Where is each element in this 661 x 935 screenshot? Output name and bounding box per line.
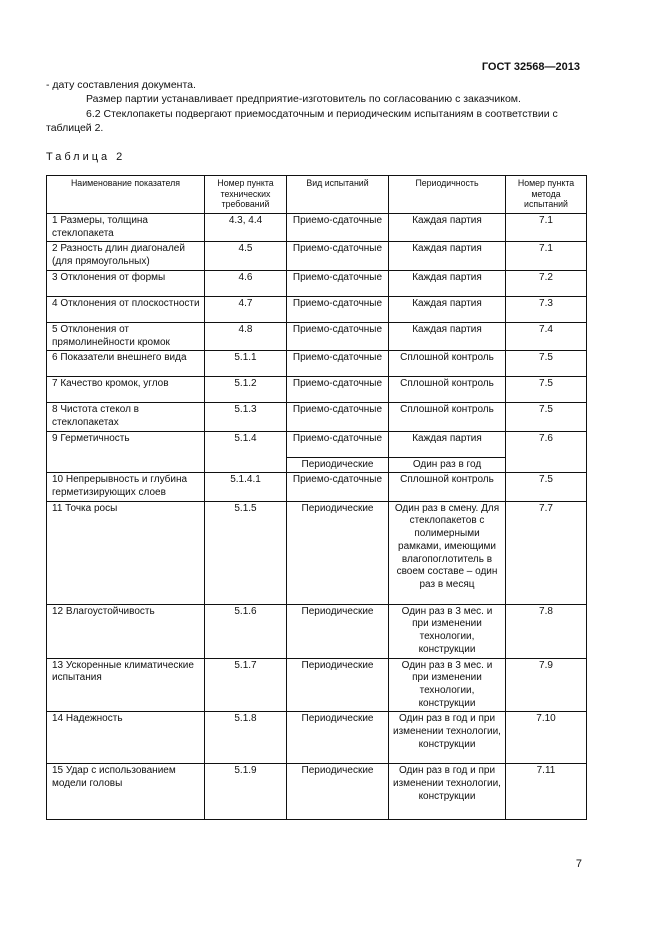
table-row — [47, 501, 587, 604]
cell-clause: 4.6 — [205, 270, 287, 296]
tests-table — [46, 175, 587, 820]
cell-clause: 5.1.1 — [205, 351, 287, 377]
cell-clause: 4.5 — [205, 242, 287, 270]
cell-clause: 5.1.9 — [205, 764, 287, 820]
cell-frequency: Один раз в 3 мес. и при изменении технологии, конструкции — [389, 604, 506, 658]
cell-name: 1 Размеры, толщина стеклопакета — [47, 214, 205, 242]
cell-type: Периодические — [287, 658, 389, 712]
cell-frequency-periodic: Один раз в год — [389, 457, 506, 473]
cell-frequency: Сплошной контроль — [389, 351, 506, 377]
cell-frequency: Каждая партия — [389, 431, 506, 457]
table-row — [47, 351, 587, 377]
cell-type: Приемо-сдаточные — [287, 322, 389, 350]
header-method: Номер пункта метода испытаний — [506, 176, 587, 214]
header-test-type: Вид испытаний — [287, 176, 389, 214]
cell-method: 7.9 — [506, 658, 587, 712]
cell-frequency: Один раз в смену. Для стеклопакетов с полимерными рамками, имеющими влагопоглотитель в своем составе – один раз в месяц — [389, 501, 506, 604]
cell-method: 7.5 — [506, 403, 587, 431]
cell-type-periodic: Периодические — [287, 457, 389, 473]
table-row — [47, 242, 587, 270]
cell-method: 7.1 — [506, 214, 587, 242]
table-caption: Таблица 2 — [46, 151, 126, 163]
table-row — [47, 296, 587, 322]
table-row — [47, 658, 587, 712]
cell-frequency: Один раз в год и при изменении технологии, конструкции — [389, 712, 506, 764]
cell-type: Приемо-сдаточные — [287, 296, 389, 322]
cell-frequency: Каждая партия — [389, 270, 506, 296]
header-clause: Номер пункта технических требований — [205, 176, 287, 214]
cell-type: Приемо-сдаточные — [287, 242, 389, 270]
cell-method: 7.3 — [506, 296, 587, 322]
cell-type: Приемо-сдаточные — [287, 403, 389, 431]
cell-method: 7.1 — [506, 242, 587, 270]
cell-type: Приемо-сдаточные — [287, 431, 389, 457]
cell-clause: 5.1.8 — [205, 712, 287, 764]
cell-frequency: Каждая партия — [389, 214, 506, 242]
cell-name: 15 Удар с использованием модели головы — [47, 764, 205, 820]
cell-type: Периодические — [287, 712, 389, 764]
cell-type: Приемо-сдаточные — [287, 473, 389, 501]
table-row — [47, 604, 587, 658]
cell-name: 4 Отклонения от плоскостности — [47, 296, 205, 322]
cell-method: 7.5 — [506, 351, 587, 377]
header-name: Наименование показателя — [47, 176, 205, 214]
cell-frequency: Каждая партия — [389, 296, 506, 322]
text-line-2: Размер партии устанавливает предприятие-изготовитель по согласованию с заказчиком. — [86, 93, 521, 106]
cell-clause: 5.1.4.1 — [205, 473, 287, 501]
cell-frequency: Один раз в год и при изменении технологии, конструкции — [389, 764, 506, 820]
cell-clause: 5.1.7 — [205, 658, 287, 712]
cell-name: 5 Отклонения от прямолинейности кромок — [47, 322, 205, 350]
document-code: ГОСТ 32568—2013 — [481, 61, 580, 73]
cell-clause: 5.1.4 — [205, 431, 287, 473]
table-row — [47, 431, 587, 457]
cell-name: 14 Надежность — [47, 712, 205, 764]
cell-method: 7.2 — [506, 270, 587, 296]
table-row — [47, 473, 587, 501]
cell-type: Приемо-сдаточные — [287, 214, 389, 242]
cell-clause: 4.8 — [205, 322, 287, 350]
cell-method: 7.6 — [506, 431, 587, 473]
cell-name: 11 Точка росы — [47, 501, 205, 604]
text-line-3: 6.2 Стеклопакеты подвергают приемосдаточным и периодическим испытаниям в соответствии с таблицей 2. — [46, 107, 558, 134]
cell-name: 13 Ускоренные климатические испытания — [47, 658, 205, 712]
cell-method: 7.11 — [506, 764, 587, 820]
cell-name: 2 Разность длин диагоналей (для прямоугольных) — [47, 242, 205, 270]
header-frequency: Периодичность — [389, 176, 506, 214]
cell-clause: 5.1.5 — [205, 501, 287, 604]
cell-frequency: Сплошной контроль — [389, 377, 506, 403]
table-row — [47, 322, 587, 350]
cell-method: 7.4 — [506, 322, 587, 350]
table-row — [47, 403, 587, 431]
table-row — [47, 764, 587, 820]
cell-frequency: Один раз в 3 мес. и при изменении технологии, конструкции — [389, 658, 506, 712]
cell-method: 7.8 — [506, 604, 587, 658]
cell-name: 7 Качество кромок, углов — [47, 377, 205, 403]
cell-method: 7.5 — [506, 377, 587, 403]
cell-frequency: Сплошной контроль — [389, 403, 506, 431]
cell-frequency: Сплошной контроль — [389, 473, 506, 501]
cell-frequency: Каждая партия — [389, 322, 506, 350]
cell-method: 7.7 — [506, 501, 587, 604]
body-text — [46, 78, 586, 135]
cell-method: 7.5 — [506, 473, 587, 501]
cell-name: 12 Влагоустойчивость — [47, 604, 205, 658]
cell-type: Приемо-сдаточные — [287, 270, 389, 296]
cell-name: 10 Непрерывность и глубина герметизирующих слоев — [47, 473, 205, 501]
cell-clause: 4.7 — [205, 296, 287, 322]
cell-clause: 5.1.2 — [205, 377, 287, 403]
cell-clause: 5.1.3 — [205, 403, 287, 431]
table-row — [47, 712, 587, 764]
cell-type: Приемо-сдаточные — [287, 377, 389, 403]
cell-type: Периодические — [287, 604, 389, 658]
text-line-1: - дату составления документа. — [46, 79, 196, 91]
cell-type: Приемо-сдаточные — [287, 351, 389, 377]
cell-name: 3 Отклонения от формы — [47, 270, 205, 296]
table-row — [47, 270, 587, 296]
cell-clause: 5.1.6 — [205, 604, 287, 658]
cell-frequency: Каждая партия — [389, 242, 506, 270]
table-row — [47, 377, 587, 403]
cell-name: 6 Показатели внешнего вида — [47, 351, 205, 377]
page-number: 7 — [575, 858, 582, 870]
cell-name: 8 Чистота стекол в стеклопакетах — [47, 403, 205, 431]
cell-clause: 4.3, 4.4 — [205, 214, 287, 242]
cell-type: Периодические — [287, 501, 389, 604]
cell-type: Периодические — [287, 764, 389, 820]
cell-method: 7.10 — [506, 712, 587, 764]
cell-name: 9 Герметичность — [47, 431, 205, 473]
table-header-row — [47, 176, 587, 214]
table-row — [47, 214, 587, 242]
